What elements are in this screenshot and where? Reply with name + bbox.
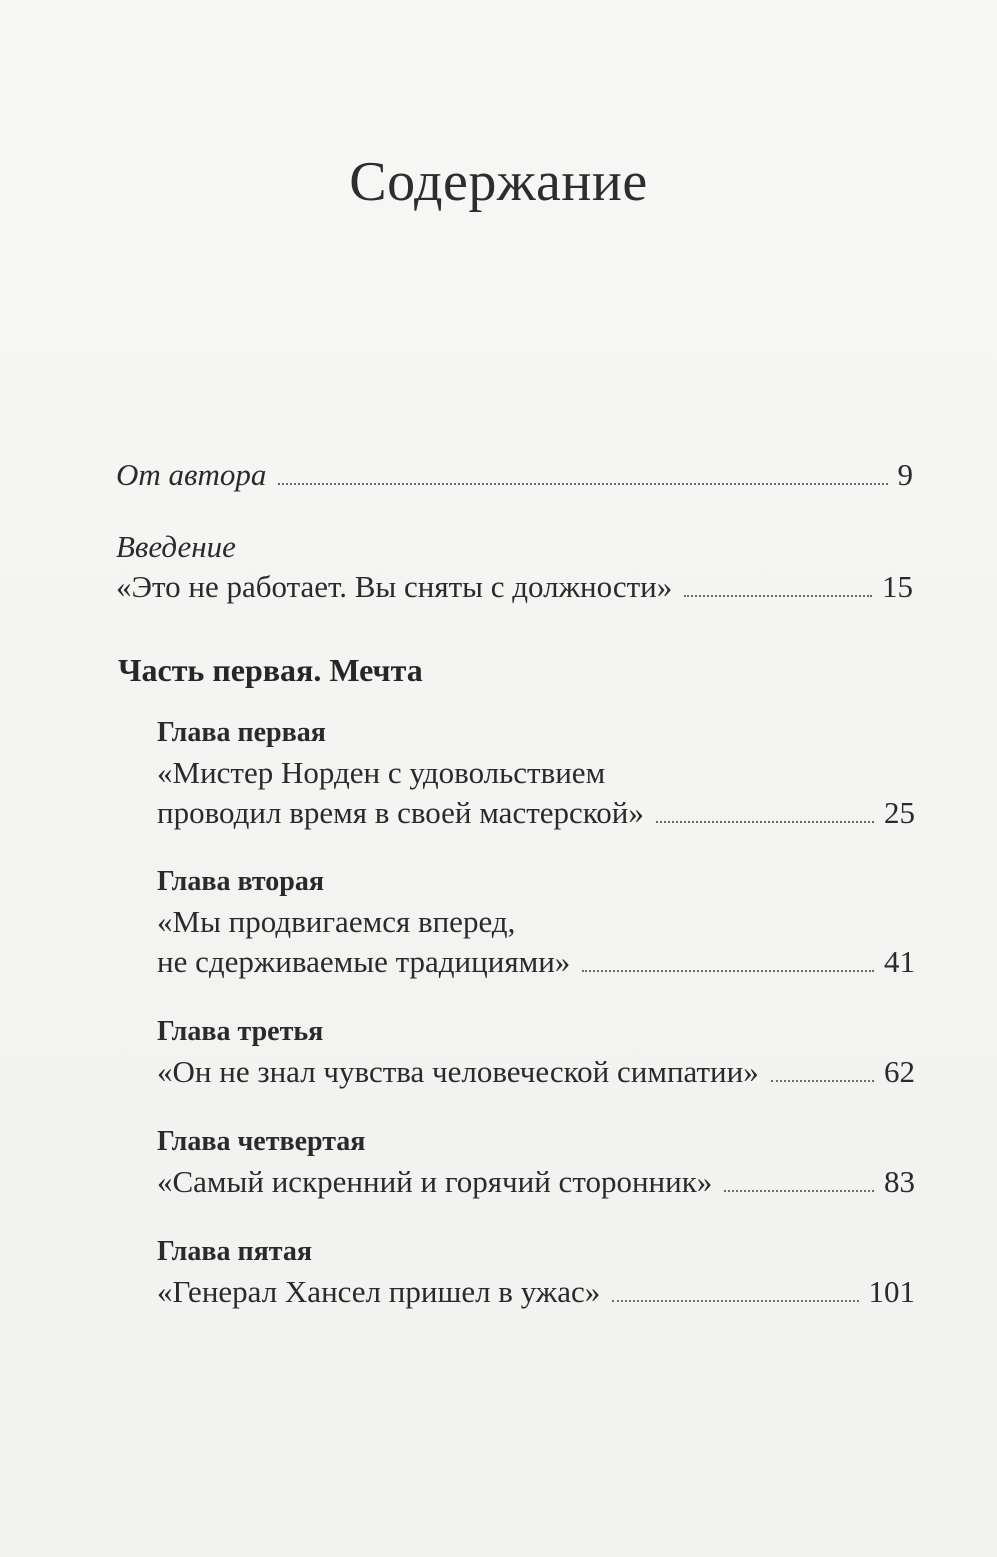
toc-entry-author-note <box>116 455 913 495</box>
page-title: Содержание <box>349 151 648 213</box>
chapter-heading: Глава пятая <box>157 1236 313 1267</box>
page-number: 9 <box>897 457 913 492</box>
chapter-title-line: «Мистер Норден с удовольствием <box>157 755 606 790</box>
toc-entry-label: От автора <box>116 457 267 492</box>
dot-leader <box>771 1080 874 1082</box>
toc-entry-chapter-1 <box>157 713 915 833</box>
toc-row <box>116 455 913 495</box>
chapter-heading: Глава вторая <box>157 866 325 897</box>
chapter-heading: Глава четвертая <box>157 1126 366 1157</box>
toc-row <box>157 942 915 982</box>
toc-entry-chapter-3 <box>157 1012 915 1092</box>
chapter-heading: Глава первая <box>157 717 326 748</box>
dot-leader <box>612 1300 858 1302</box>
toc-row <box>157 793 915 833</box>
toc-entry-label: «Это не работает. Вы сняты с должности» <box>116 569 673 604</box>
page-number: 101 <box>868 1274 915 1309</box>
section-heading: Введение <box>116 529 236 564</box>
dot-leader <box>684 595 872 597</box>
chapter-title-line: «Мы продвигаемся вперед, <box>157 904 516 939</box>
toc-entry-chapter-5 <box>157 1232 915 1312</box>
toc-row <box>157 1272 915 1312</box>
page-number: 25 <box>884 795 915 830</box>
dot-leader <box>656 821 874 823</box>
toc-row <box>116 567 913 607</box>
dot-leader <box>582 970 874 972</box>
page-number: 83 <box>884 1164 915 1199</box>
page-number: 15 <box>882 569 913 604</box>
dot-leader <box>278 483 887 485</box>
chapter-heading: Глава третья <box>157 1016 324 1047</box>
page-number: 41 <box>884 944 915 979</box>
toc-entry-chapter-4 <box>157 1122 915 1202</box>
chapter-title-line: проводил время в своей мастерской» <box>157 795 644 830</box>
toc-entry-chapter-2 <box>157 862 915 982</box>
chapter-title-line: «Он не знал чувства человеческой симпатии» <box>157 1054 759 1089</box>
toc-row <box>157 1162 915 1202</box>
chapter-title-line: «Генерал Хансел пришел в ужас» <box>157 1274 601 1309</box>
toc-entry-introduction <box>116 527 913 607</box>
chapter-title-line: «Самый искренний и горячий сторонник» <box>157 1164 713 1199</box>
part-title: Часть первая. Мечта <box>118 652 423 688</box>
chapter-title-line: не сдерживаемые традициями» <box>157 944 571 979</box>
toc-row <box>157 1052 915 1092</box>
dot-leader <box>724 1190 874 1192</box>
page-number: 62 <box>884 1054 915 1089</box>
